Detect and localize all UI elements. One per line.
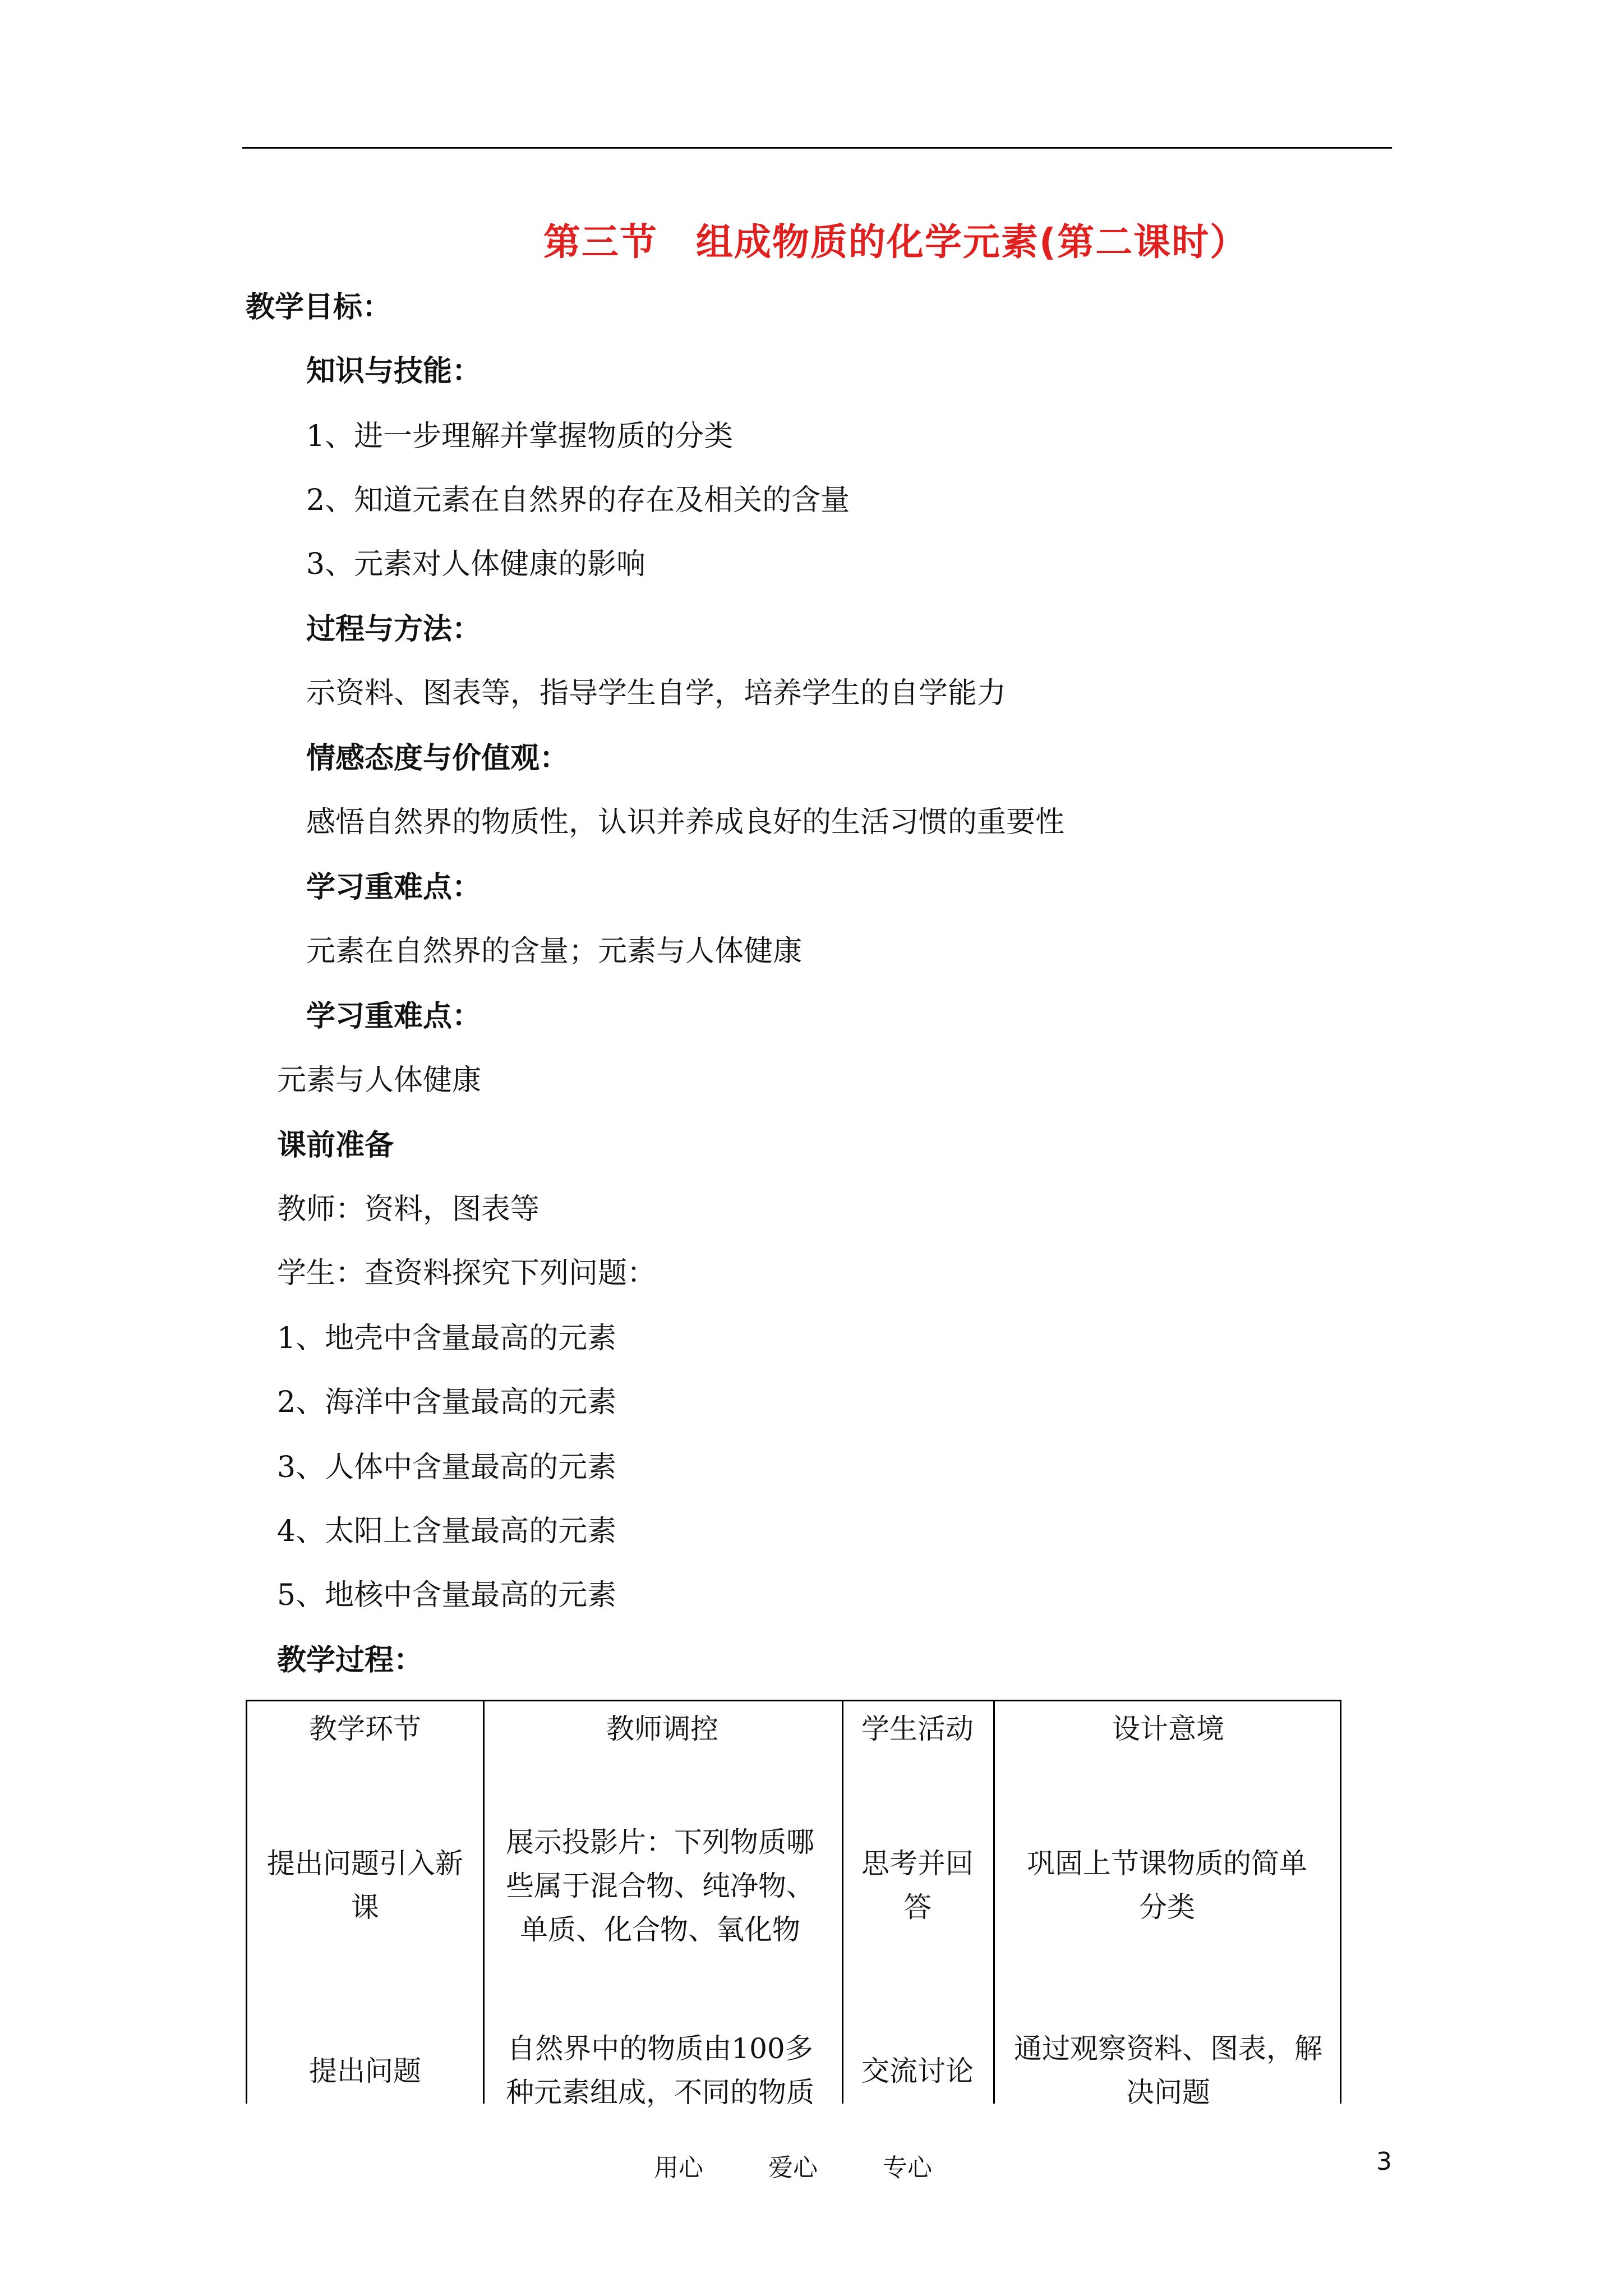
- emotion-text: 感悟自然界的物质性，认识并养成良好的生活习惯的重要性: [306, 806, 1065, 839]
- prep-student: 学生：查资料探究下列问题：: [277, 1257, 657, 1290]
- prep-item: 2、海洋中含量最高的元素: [277, 1386, 617, 1419]
- table-cell: 通过观察资料、图表，解决问题: [1014, 2032, 1322, 2109]
- table-column-divider: [483, 1701, 485, 2104]
- prep-teacher: 教师：资料，图表等: [277, 1193, 540, 1226]
- table-cell: 思考并回答: [861, 1847, 974, 1924]
- footer-motto: 用心: [654, 2154, 703, 2182]
- knowledge-item: 1、进一步理解并掌握物质的分类: [306, 420, 734, 453]
- process-text: 示资料、图表等，指导学生自学，培养学生的自学能力: [306, 677, 1007, 710]
- lesson-table: [246, 1700, 1341, 2109]
- key-points-heading: 学习重难点：: [306, 1000, 482, 1033]
- page-title: 第三节 组成物质的化学元素(第二课时）: [543, 220, 1248, 264]
- table-cell: 交流讨论: [861, 2055, 974, 2087]
- table-cell: 提出问题引入新课: [267, 1847, 463, 1924]
- table-cell: 展示投影片：下列物质哪些属于混合物、纯净物、单质、化合物、氧化物: [506, 1826, 814, 1946]
- knowledge-item: 2、知道元素在自然界的存在及相关的含量: [306, 484, 850, 517]
- table-cell: 巩固上节课物质的简单分类: [1027, 1847, 1307, 1924]
- key-points-heading: 学习重难点：: [306, 871, 482, 904]
- table-header-cell: 教师调控: [606, 1713, 718, 1745]
- process-heading: 过程与方法：: [306, 613, 482, 646]
- process-table-heading: 教学过程：: [277, 1644, 423, 1677]
- key-points-text: 元素与人体健康: [277, 1064, 482, 1097]
- prep-item: 1、地壳中含量最高的元素: [277, 1322, 617, 1355]
- footer-motto: 爱心: [768, 2154, 818, 2182]
- knowledge-item: 3、元素对人体健康的影响: [306, 547, 646, 581]
- table-column-divider: [993, 1701, 995, 2104]
- header-rule: [242, 147, 1392, 149]
- table-column-divider: [842, 1701, 843, 2104]
- table-cell: 提出问题: [309, 2055, 421, 2087]
- knowledge-heading: 知识与技能：: [306, 355, 482, 388]
- table-header-cell: 学生活动: [861, 1713, 974, 1745]
- emotion-heading: 情感态度与价值观：: [306, 742, 569, 775]
- key-points-text: 元素在自然界的含量；元素与人体健康: [306, 935, 803, 968]
- prep-item: 5、地核中含量最高的元素: [277, 1579, 617, 1612]
- objectives-heading: 教学目标：: [246, 291, 392, 324]
- prep-item: 4、太阳上含量最高的元素: [277, 1515, 617, 1548]
- table-header-cell: 设计意境: [1112, 1713, 1224, 1745]
- prep-heading: 课前准备: [277, 1129, 394, 1162]
- table-cell: 自然界中的物质由100多种元素组成，不同的物质: [506, 2032, 814, 2109]
- prep-item: 3、人体中含量最高的元素: [277, 1451, 617, 1484]
- table-header-cell: 教学环节: [309, 1713, 421, 1745]
- page-number: 3: [1376, 2147, 1392, 2176]
- footer-motto: 专心: [883, 2154, 932, 2182]
